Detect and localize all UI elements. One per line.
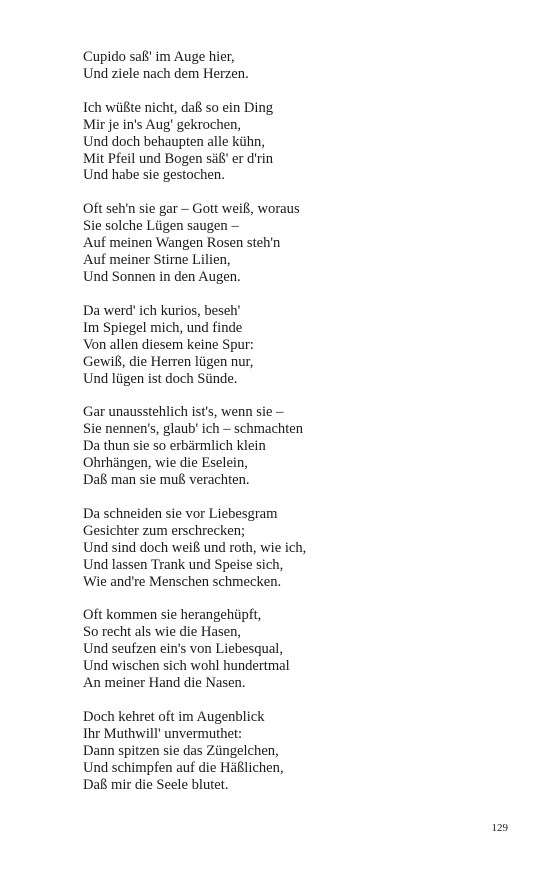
poem-line: Daß mir die Seele blutet. bbox=[83, 776, 229, 793]
poem-line: Und lügen ist doch Sünde. bbox=[83, 370, 238, 387]
poem-line: Oft kommen sie herangehüpft, bbox=[83, 607, 262, 624]
poem-line: Und doch behaupten alle kühn, bbox=[83, 133, 265, 150]
stanza-2 bbox=[83, 100, 523, 185]
poem-line: Gesichter zum erschrecken; bbox=[83, 522, 246, 539]
poem-line: Daß man sie muß verachten. bbox=[83, 472, 250, 489]
poem-line: Und ziele nach dem Herzen. bbox=[83, 65, 249, 82]
poem-line: Auf meinen Wangen Rosen steh'n bbox=[83, 235, 281, 252]
poem-line: Mir je in's Aug' gekrochen, bbox=[83, 116, 242, 133]
poem-line: Und wischen sich wohl hundertmal bbox=[83, 658, 290, 675]
poem-line: An meiner Hand die Nasen. bbox=[83, 675, 246, 692]
poem-line: Und sind doch weiß und roth, wie ich, bbox=[83, 539, 307, 556]
stanza-7 bbox=[83, 607, 523, 692]
poem-line: Und Sonnen in den Augen. bbox=[83, 268, 241, 285]
page-number: 129 bbox=[491, 822, 508, 834]
poem-line: Gar unausstehlich ist's, wenn sie – bbox=[83, 404, 284, 421]
poem-line: Von allen diesem keine Spur: bbox=[83, 336, 254, 353]
poem-line: So recht als wie die Hasen, bbox=[83, 624, 242, 641]
poem-line: Gewiß, die Herren lügen nur, bbox=[83, 353, 254, 370]
poem-line: Im Spiegel mich, und finde bbox=[83, 319, 243, 336]
poem-line: Und schimpfen auf die Häßlichen, bbox=[83, 759, 284, 776]
poem-line: Wie and're Menschen schmecken. bbox=[83, 573, 282, 590]
poem-line: Sie solche Lügen saugen – bbox=[83, 218, 239, 235]
stanza-6 bbox=[83, 506, 523, 591]
stanza-3 bbox=[83, 201, 523, 286]
poem-line: Da werd' ich kurios, beseh' bbox=[83, 302, 241, 319]
poem-line: Da schneiden sie vor Liebesgram bbox=[83, 505, 278, 522]
poem-line: Und habe sie gestochen. bbox=[83, 167, 225, 184]
poem-line: Da thun sie so erbärmlich klein bbox=[83, 438, 266, 455]
poem-line: Auf meiner Stirne Lilien, bbox=[83, 252, 231, 269]
poem-line: Oft seh'n sie gar – Gott weiß, woraus bbox=[83, 201, 300, 218]
poem-text bbox=[83, 49, 523, 811]
poem-line: Cupido saß' im Auge hier, bbox=[83, 49, 235, 65]
poem-line: Sie nennen's, glaub' ich – schmachten bbox=[83, 421, 304, 438]
stanza-1 bbox=[83, 49, 523, 83]
poem-line: Mit Pfeil und Bogen säß' er d'rin bbox=[83, 150, 274, 167]
stanza-8 bbox=[83, 709, 523, 794]
poem-line: Ohrhängen, wie die Eselein, bbox=[83, 455, 248, 472]
stanza-4 bbox=[83, 303, 523, 388]
poem-line: Ich wüßte nicht, daß so ein Ding bbox=[83, 99, 274, 116]
poem-line: Und lassen Trank und Speise sich, bbox=[83, 556, 284, 573]
poem-line: Ihr Muthwill' unvermuthet: bbox=[83, 725, 243, 742]
poem-line: Und seufzen ein's von Liebesqual, bbox=[83, 641, 283, 658]
stanza-5 bbox=[83, 404, 523, 489]
poem-line: Doch kehret oft im Augenblick bbox=[83, 709, 265, 725]
poem-line: Dann spitzen sie das Züngelchen, bbox=[83, 742, 279, 759]
